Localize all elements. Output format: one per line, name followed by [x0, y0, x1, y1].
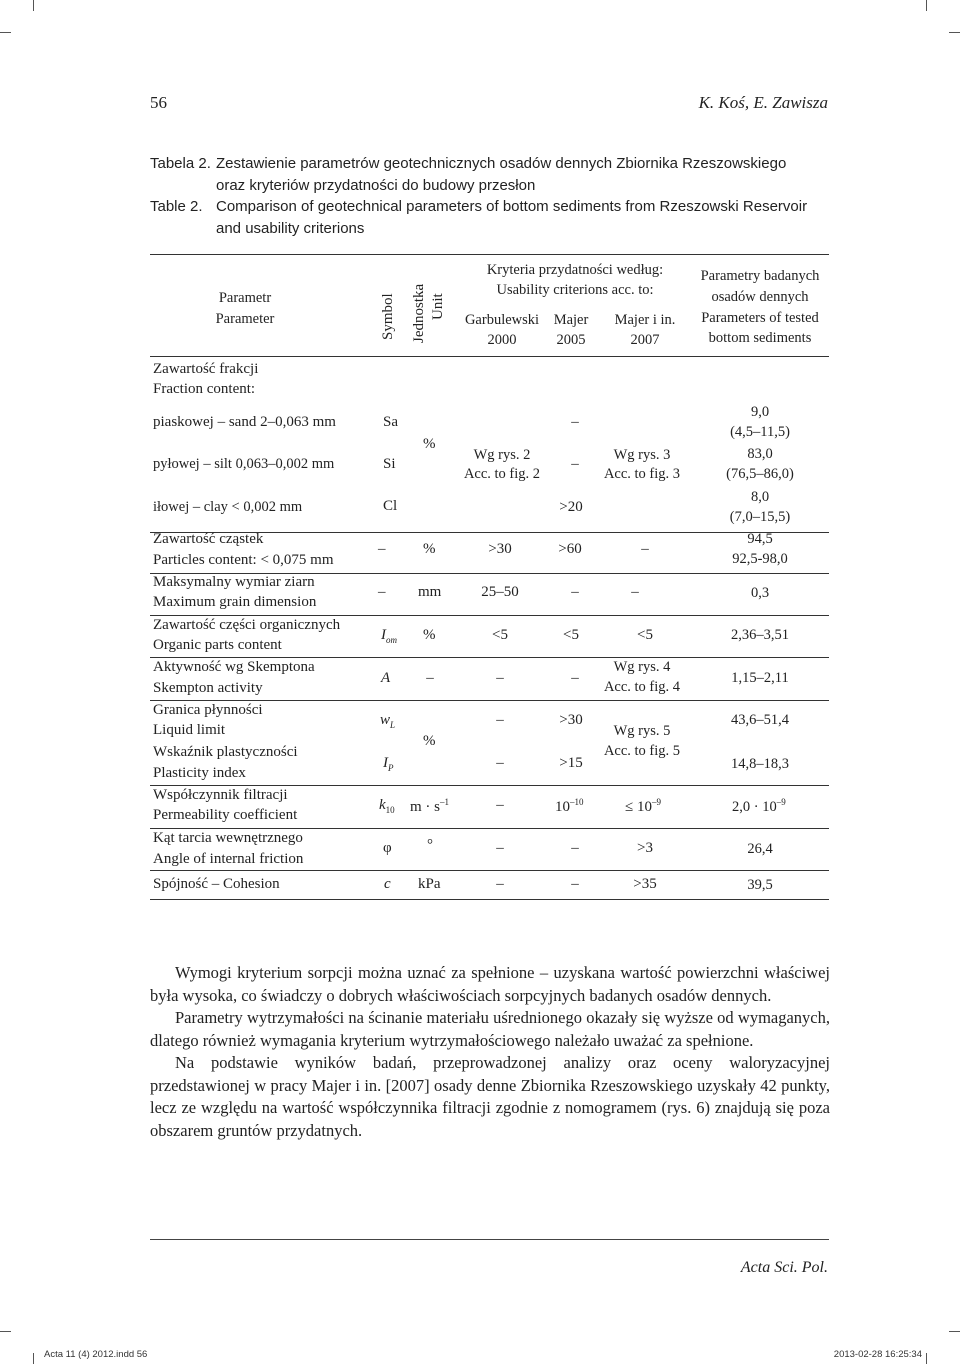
organic-symbol: $I_{om}$	[381, 627, 397, 645]
caption-en-line1: Comparison of geotechnical parameters of bottom sediments from Rzeszowski Reservoir	[216, 198, 808, 215]
organic-value: 2,36–3,51	[731, 627, 789, 643]
clay-value: 8,0	[750, 489, 770, 505]
crop-mark	[0, 1331, 11, 1332]
crop-mark	[33, 1353, 34, 1364]
liquid-value: 43,6–51,4	[731, 712, 789, 728]
crop-mark	[0, 32, 11, 33]
particles-label-pl: Zawartość cząstek	[153, 531, 264, 547]
body-paragraph: Parametry wytrzymałości na ścinanie materiału uśrednionego okazały się wyższe od wymaganych, dlatego również wymagania kryterium wytrzymałościowego należało uważać za spełnione.	[150, 1008, 830, 1050]
cohesion-unit: kPa	[418, 876, 441, 892]
table-rule	[150, 700, 829, 701]
grain-majer-in: –	[631, 584, 639, 600]
friction-label-en: Angle of internal friction	[153, 851, 304, 867]
header-tested-pl1: Parametry badanych	[700, 268, 820, 284]
cohesion-label: Spójność – Cohesion	[153, 876, 280, 892]
fraction-garbulewski-2: Acc. to fig. 2	[463, 466, 541, 482]
crop-mark	[33, 0, 34, 11]
particles-majer-in: –	[641, 541, 649, 557]
table-rule	[150, 254, 829, 255]
liquid-symbol: $w_L$	[380, 712, 396, 730]
plastic-value: 14,8–18,3	[731, 756, 789, 772]
grain-unit: mm	[418, 584, 442, 600]
table-rule	[150, 615, 829, 616]
friction-majer: –	[571, 840, 579, 856]
cohesion-garbulewski: –	[496, 876, 504, 892]
journal-name: Acta Sci. Pol.	[740, 1259, 828, 1276]
limits-majer-in-2: Acc. to fig. 5	[603, 743, 681, 759]
particles-unit: %	[423, 541, 436, 557]
plastic-label-en: Plasticity index	[153, 765, 246, 781]
clay-label: iłowej – clay < 0,002 mm	[153, 499, 303, 515]
body-text	[150, 962, 830, 1142]
crop-mark	[949, 32, 960, 33]
plastic-garbulewski: –	[496, 755, 504, 771]
plastic-symbol: $I_P$	[383, 755, 394, 773]
organic-majer-in: <5	[637, 627, 653, 643]
body-paragraph: Na podstawie wyników badań, przeprowadzonej analizy oraz oceny waloryzacyjnej przedstawionej w pracy Majer i in. [2007] osady denne Zbiornika Rzeszowskiego uzyskały 42 punkty, lecz ze względu na wartość współczynnika filtracji zgodnie z nomogramem (rys. 6) znajdują się poza obszarem gruntów przydatnych.	[150, 1053, 830, 1140]
silt-label: pyłowej – silt 0,063–0,002 mm	[153, 456, 335, 472]
cohesion-symbol: c	[384, 876, 391, 892]
page-number: 56	[150, 93, 167, 112]
particles-garbulewski: >30	[488, 541, 512, 557]
liquid-label-en: Liquid limit	[153, 722, 226, 738]
table-rule	[150, 870, 829, 871]
table-rule	[150, 657, 829, 658]
header-tested-pl2: osadów dennych	[711, 289, 809, 305]
silt-majer: –	[571, 456, 579, 472]
particles-value-2: 92,5-98,0	[732, 551, 788, 567]
cohesion-value: 39,5	[747, 877, 773, 893]
liquid-majer: >30	[559, 712, 583, 728]
skempton-label-pl: Aktywność wg Skemptona	[153, 659, 315, 675]
sand-range: (4,5–11,5)	[730, 424, 790, 440]
skempton-majer: –	[571, 670, 579, 686]
header-tested-en1: Parameters of tested	[701, 310, 819, 326]
caption-label-en: Table 2.	[150, 198, 203, 215]
skempton-symbol: A	[381, 670, 391, 686]
silt-symbol: Si	[383, 456, 396, 472]
sand-label: piaskowej – sand 2–0,063 mm	[153, 414, 336, 430]
table-rule	[150, 785, 829, 786]
header-parameter-en: Parameter	[215, 311, 275, 327]
friction-garbulewski: –	[496, 840, 504, 856]
liquid-garbulewski: –	[496, 712, 504, 728]
skempton-unit: –	[426, 670, 434, 686]
particles-symbol: –	[378, 541, 386, 557]
caption-label-pl: Tabela 2.	[150, 155, 211, 172]
header-criteria-pl: Kryteria przydatności według:	[486, 262, 664, 278]
friction-majer-in: >3	[637, 840, 653, 856]
caption-pl-line1: Zestawienie parametrów geotechnicznych osadów dennych Zbiornika Rzeszowskiego	[216, 155, 787, 172]
liquid-label-pl: Granica płynności	[153, 702, 263, 718]
caption-pl-line2: oraz kryteriów przydatności do budowy przesłon	[216, 176, 536, 194]
grain-symbol: –	[378, 584, 386, 600]
grain-majer: –	[571, 584, 579, 600]
slug-file: Acta 11 (4) 2012.indd 56	[44, 1349, 148, 1360]
perm-value: $2,0 \cdot 10^{-9}$	[732, 797, 786, 815]
perm-label-pl: Współczynnik filtracji	[153, 787, 288, 803]
limits-majer-in-1: Wg rys. 5	[613, 723, 671, 739]
organic-label-pl: Zawartość części organicznych	[153, 617, 341, 633]
friction-value: 26,4	[747, 841, 773, 857]
silt-value: 83,0	[747, 446, 773, 462]
table-rule	[150, 356, 829, 357]
grain-value: 0,3	[750, 585, 770, 601]
skempton-majer-in-1: Wg rys. 4	[613, 659, 671, 675]
running-title: K. Koś, E. Zawisza	[698, 93, 828, 112]
particles-majer: >60	[558, 541, 582, 557]
slug-date: 2013-02-28 16:25:34	[833, 1349, 922, 1360]
perm-majer: $10^{-10}$	[555, 797, 584, 815]
header-tested-en2: bottom sediments	[708, 330, 812, 346]
clay-range: (7,0–15,5)	[729, 509, 791, 525]
friction-unit: °	[427, 837, 433, 853]
clay-symbol: Cl	[383, 498, 398, 514]
header-unit-en: Unit	[430, 293, 446, 320]
sand-symbol: Sa	[383, 414, 398, 430]
perm-garbulewski: –	[496, 797, 504, 813]
body-paragraph: Wymogi kryterium sorpcji można uznać za spełnione – uzyskana wartość powierzchni właściwej była wysoka, co świadczy o dobrych właściwościach sorpcyjnych badanych osadów dennych.	[150, 963, 830, 1005]
caption-en-line2: and usability criterions	[216, 219, 365, 237]
sand-value: 9,0	[750, 404, 770, 420]
fraction-label-en: Fraction content:	[153, 381, 256, 397]
header-garbulewski: Garbulewski	[464, 312, 540, 328]
particles-value-1: 94,5	[747, 531, 773, 547]
plastic-majer: >15	[559, 755, 583, 771]
perm-majer-in: ≤ $10^{-9}$	[625, 797, 661, 815]
header-symbol: Symbol	[380, 293, 396, 340]
grain-label-en: Maximum grain dimension	[153, 594, 317, 610]
header-parameter-pl: Parametr	[218, 290, 272, 306]
crop-mark	[949, 1331, 960, 1332]
fraction-label-pl: Zawartość frakcji	[153, 361, 259, 377]
skempton-value: 1,15–2,11	[731, 670, 789, 686]
skempton-label-en: Skempton activity	[153, 680, 263, 696]
plastic-label-pl: Wskaźnik plastyczności	[153, 744, 298, 760]
table-caption	[150, 153, 807, 239]
skempton-majer-in-2: Acc. to fig. 4	[603, 679, 681, 695]
particles-label-en: Particles content: < 0,075 mm	[153, 552, 334, 568]
table-rule	[150, 899, 829, 900]
crop-mark	[926, 0, 927, 11]
sand-majer: –	[571, 414, 579, 430]
grain-label-pl: Maksymalny wymiar ziarn	[153, 574, 315, 590]
grain-garbulewski: 25–50	[481, 584, 519, 600]
cohesion-majer-in: >35	[633, 876, 657, 892]
organic-label-en: Organic parts content	[153, 637, 282, 653]
header-majer-in-year: 2007	[630, 332, 660, 348]
organic-majer: <5	[563, 627, 579, 643]
clay-majer: >20	[559, 499, 583, 515]
organic-garbulewski: <5	[492, 627, 508, 643]
organic-unit: %	[423, 627, 436, 643]
silt-range: (76,5–86,0)	[726, 466, 794, 482]
header-garbulewski-year: 2000	[487, 332, 517, 348]
cohesion-majer: –	[571, 876, 579, 892]
footer-rule	[150, 1239, 829, 1240]
fraction-garbulewski-1: Wg rys. 2	[473, 447, 531, 463]
limits-unit: %	[423, 733, 436, 749]
perm-symbol: $k_{10}$	[379, 797, 395, 815]
header-unit-pl: Jednostka	[411, 283, 427, 343]
fraction-majer-in-2: Acc. to fig. 3	[603, 466, 681, 482]
friction-label-pl: Kąt tarcia wewnętrznego	[153, 830, 303, 846]
fraction-majer-in-1: Wg rys. 3	[613, 447, 671, 463]
skempton-garbulewski: –	[496, 670, 504, 686]
table-rule	[150, 828, 829, 829]
fraction-unit: %	[423, 436, 436, 452]
header-criteria-en: Usability criterions acc. to:	[496, 282, 654, 298]
header-majer-in: Majer i in.	[614, 312, 676, 328]
friction-symbol: φ	[383, 840, 392, 856]
crop-mark	[926, 1353, 927, 1364]
perm-label-en: Permeability coefficient	[153, 807, 298, 823]
perm-unit: $m \cdot s^{-1}$	[410, 797, 449, 815]
header-majer-year: 2005	[556, 332, 586, 348]
header-majer: Majer	[553, 312, 589, 328]
